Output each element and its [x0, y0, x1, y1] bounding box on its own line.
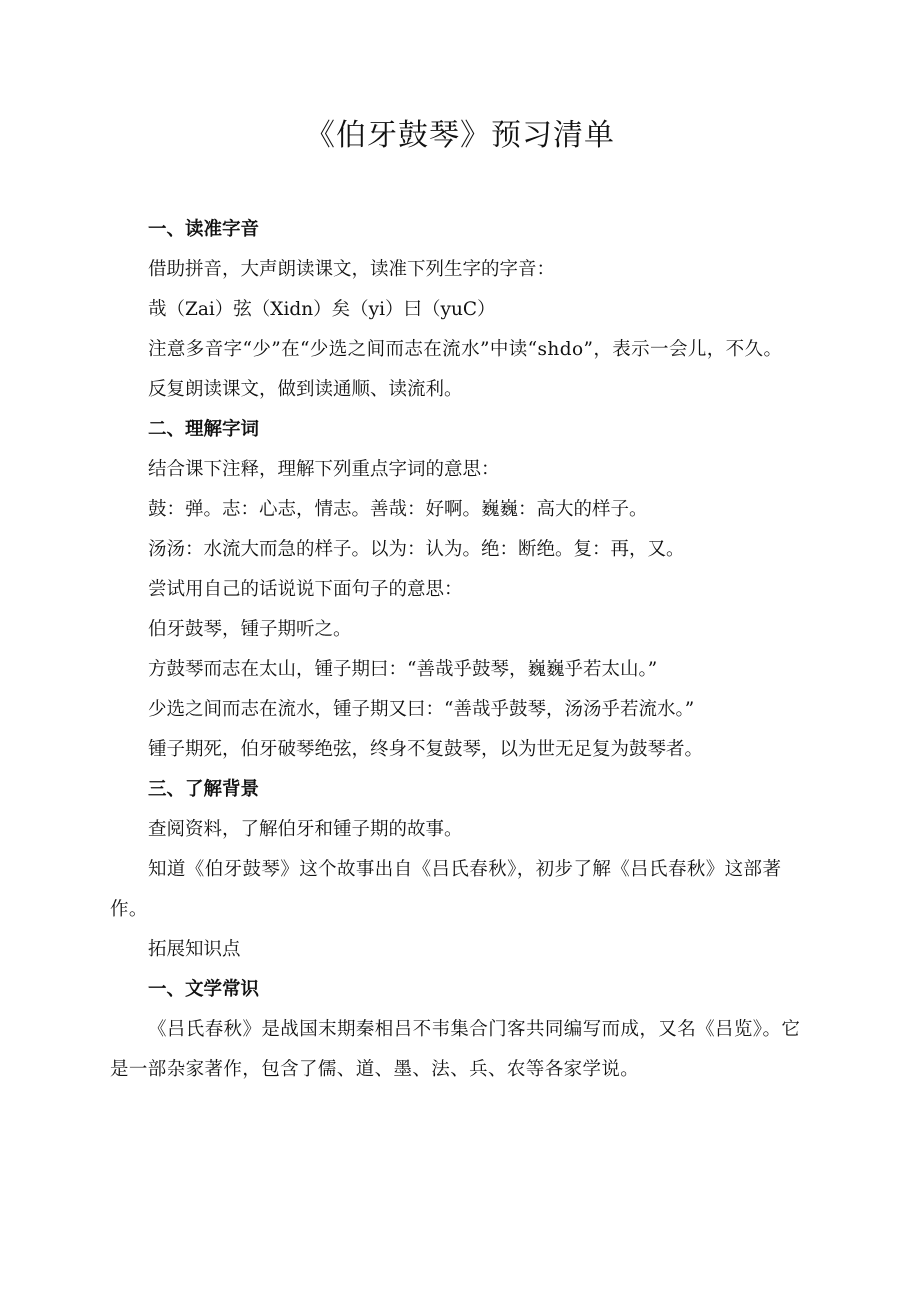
paragraph: 借助拼音，大声朗读课文，读准下列生字的字音： [148, 259, 556, 280]
section-heading-literature: 一、文学常识 [148, 979, 260, 1000]
page-title: 《伯牙鼓琴》预习清单 [305, 118, 615, 153]
section-heading-background: 三、了解背景 [148, 779, 260, 800]
paragraph: 方鼓琴而志在太山，锺子期曰：“善哉乎鼓琴，巍巍乎若太山。” [148, 659, 658, 680]
paragraph: 注意多音字“少”在“少选之间而志在流水”中读“shdo”，表示一会儿，不久。 [148, 339, 783, 360]
paragraph: 反复朗读课文，做到读通顺、读流利。 [148, 379, 463, 400]
paragraph: 鼓：弹。志：心志，情志。善哉：好啊。巍巍：高大的样子。 [148, 499, 648, 520]
paragraph: 尝试用自己的话说说下面句子的意思： [148, 579, 463, 600]
section-heading-vocabulary: 二、理解字词 [148, 419, 260, 440]
section-heading-pronunciation: 一、读准字音 [148, 219, 260, 240]
paragraph: 哉（Zai）弦（Xidn）矣（yi）曰（yuC） [148, 299, 496, 320]
extension-label: 拓展知识点 [148, 939, 241, 960]
paragraph: 汤汤：水流大而急的样子。以为：认为。绝：断绝。复：再，又。 [148, 539, 685, 560]
paragraph: 伯牙鼓琴，锺子期听之。 [148, 619, 352, 640]
paragraph: 锺子期死，伯牙破琴绝弦，终身不复鼓琴，以为世无足复为鼓琴者。 [148, 739, 704, 760]
paragraph: 结合课下注释，理解下列重点字词的意思： [148, 459, 500, 480]
document-body [110, 210, 815, 1090]
paragraph: 少选之间而志在流水，锺子期又曰：“善哉乎鼓琴，汤汤乎若流水。” [148, 699, 695, 720]
paragraph: 知道《伯牙鼓琴》这个故事出自《吕氏春秋》，初步了解《吕氏春秋》这部著作。 [110, 859, 782, 920]
paragraph: 查阅资料，了解伯牙和锺子期的故事。 [148, 819, 463, 840]
paragraph: 《吕氏春秋》是战国末期秦相吕不韦集合门客共同编写而成，又名《吕览》。它是一部杂家著作，包含了儒、道、墨、法、兵、农等各家学说。 [110, 1019, 801, 1080]
